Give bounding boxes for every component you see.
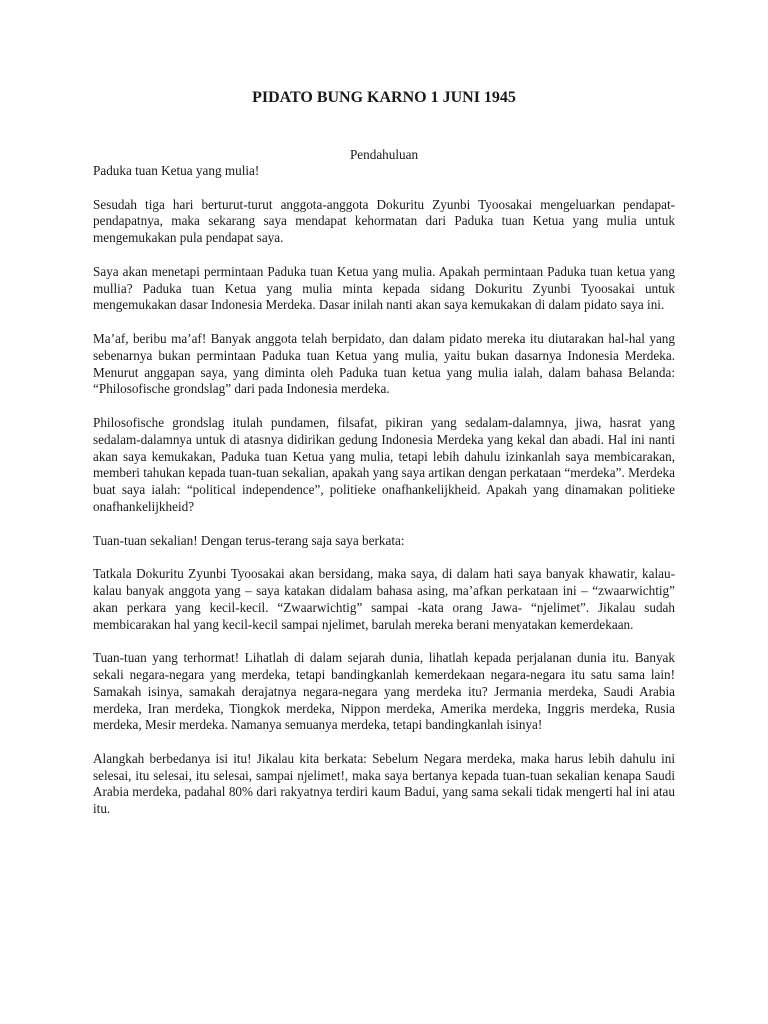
paragraph: Sesudah tiga hari berturut-turut anggota-anggota Dokuritu Zyunbi Tyoosakai mengeluarkan pendapat-pendapatnya, maka sekarang saya mendapat kehormatan dari Paduka tuan Ketua yang mulia untuk mengemukakan pula pendapat saya. xyxy=(93,196,675,246)
paragraph: Tatkala Dokuritu Zyunbi Tyoosakai akan bersidang, maka saya, di dalam hati saya banyak khawatir, kalau-kalau banyak anggota yang – saya katakan didalam bahasa asing, ma’afkan perkataan ini – “zwaarwichtig” akan perkara yang kecil-kecil. “Zwaarwichtig” sampai -kata orang Jawa- “njelimet”. Jikalau sudah membicarakan hal yang kecil-kecil sampai njelimet, barulah mereka berani menyatakan kemerdekaan. xyxy=(93,566,675,632)
document-body xyxy=(93,163,675,835)
greeting-line: Paduka tuan Ketua yang mulia! xyxy=(93,163,260,178)
paragraph: Tuan-tuan sekalian! Dengan terus-terang saja saya berkata: xyxy=(93,532,405,548)
document-title: PIDATO BUNG KARNO 1 JUNI 1945 xyxy=(252,89,516,106)
paragraph: Tuan-tuan yang terhormat! Lihatlah di dalam sejarah dunia, lihatlah kepada perjalanan dunia itu. Banyak sekali negara-negara yang merdeka, tetapi bandingkanlah kemerdekaan negara-negara itu satu sama lain! Samakah isinya, samakah derajatnya negara-negara yang merdeka itu? Jermania merdeka, Saudi Arabia merdeka, Iran merdeka, Tiongkok merdeka, Nippon merdeka, Amerika merdeka, Inggris merdeka, Rusia merdeka, Mesir merdeka. Namanya semuanya merdeka, tetapi bandingkanlah isinya! xyxy=(93,650,675,733)
paragraph: Ma’af, beribu ma’af! Banyak anggota telah berpidato, dan dalam pidato mereka itu diutarakan hal-hal yang sebenarnya bukan permintaan Paduka tuan Ketua yang mulia, yaitu bukan dasarnya Indonesia Merdeka. Menurut anggapan saya, yang diminta oleh Paduka tuan ketua yang mulia ialah, dalam bahasa Belanda: “Philosofische grondslag” dari pada Indonesia merdeka. xyxy=(93,330,675,397)
paragraph: Philosofische grondslag itulah pundamen, filsafat, pikiran yang sedalam-dalamnya, jiwa, hasrat yang sedalam-dalamnya untuk di atasnya didirikan gedung Indonesia Merdeka yang kekal dan abadi. Hal ini nanti akan saya kemukakan, Paduka tuan Ketua yang mulia, tetapi lebih dahulu izinkanlah saya membicarakan, memberi tahukan kepada tuan-tuan sekalian, apakah yang saya artikan dengan perkataan “merdeka”. Merdeka buat saya ialah: “political independence”, politieke onafhankelijkheid. Apakah yang dinamakan politieke onafhankelijkheid? xyxy=(93,414,675,514)
paragraph: Alangkah berbedanya isi itu! Jikalau kita berkata: Sebelum Negara merdeka, maka harus lebih dahulu ini selesai, itu selesai, itu selesai, sampai njelimet!, maka saya bertanya kepada tuan-tuan sekalian kenapa Saudi Arabia merdeka, padahal 80% dari rakyatnya terdiri kaum Badui, yang sama sekali tidak mengerti hal ini atau itu. xyxy=(93,750,675,817)
section-heading: Pendahuluan xyxy=(349,147,419,162)
paragraph: Saya akan menetapi permintaan Paduka tuan Ketua yang mulia. Apakah permintaan Paduka tuan ketua yang mullia? Paduka tuan Ketua yang mulia minta kepada sidang Dokuritu Zyunbi Tyoosakai untuk mengemukakan dasar Indonesia Merdeka. Dasar inilah nanti akan saya kemukakan di dalam pidato saya ini. xyxy=(93,263,675,313)
